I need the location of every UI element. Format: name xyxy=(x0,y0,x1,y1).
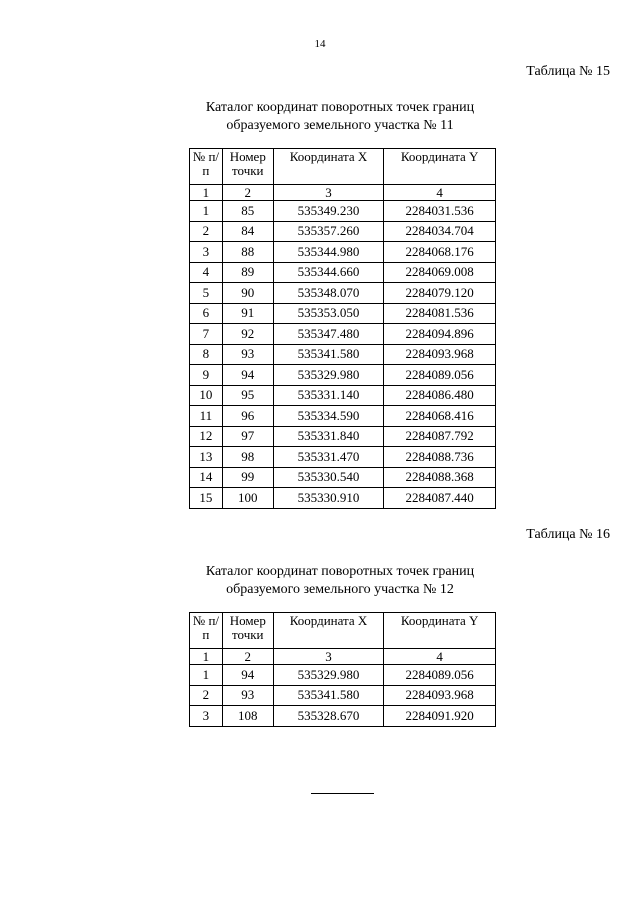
cell-coordinate-y: 2284087.440 xyxy=(384,488,496,509)
cell-coordinate-x: 535348.070 xyxy=(273,283,384,304)
header-point-number: Номер точки xyxy=(222,149,273,185)
table-row xyxy=(190,221,496,242)
table-row xyxy=(190,365,496,386)
cell-point-index: 8 xyxy=(190,344,223,365)
cell-point-number: 88 xyxy=(222,242,273,263)
cell-point-number: 95 xyxy=(222,385,273,406)
table-row xyxy=(190,201,496,222)
page-number: 14 xyxy=(314,38,326,50)
catalog-title-line2: образуемого земельного участка № 12 xyxy=(226,582,454,597)
cell-coordinate-y: 2284093.968 xyxy=(384,344,496,365)
table-row xyxy=(190,385,496,406)
cell-coordinate-y: 2284089.056 xyxy=(384,665,496,686)
cell-coordinate-x: 535357.260 xyxy=(273,221,384,242)
cell-point-index: 3 xyxy=(190,706,223,727)
header-coordinate-y: Координата Y xyxy=(384,149,496,185)
cell-coordinate-y: 2284088.368 xyxy=(384,467,496,488)
catalog-title-line1: Каталог координат поворотных точек границ xyxy=(205,564,475,579)
table-row xyxy=(190,488,496,509)
column-index: 2 xyxy=(222,185,273,201)
table-row xyxy=(190,665,496,686)
coordinates-table-15 xyxy=(189,148,496,509)
cell-coordinate-x: 535328.670 xyxy=(273,706,384,727)
table-row xyxy=(190,344,496,365)
column-index-row xyxy=(190,649,496,665)
cell-coordinate-x: 535331.470 xyxy=(273,447,384,468)
table-row xyxy=(190,467,496,488)
cell-point-number: 93 xyxy=(222,344,273,365)
cell-point-index: 9 xyxy=(190,365,223,386)
cell-coordinate-x: 535331.840 xyxy=(273,426,384,447)
table-body xyxy=(190,665,496,727)
cell-coordinate-x: 535331.140 xyxy=(273,385,384,406)
column-index-row xyxy=(190,185,496,201)
cell-point-number: 96 xyxy=(222,406,273,427)
cell-coordinate-x: 535353.050 xyxy=(273,303,384,324)
column-index: 2 xyxy=(222,649,273,665)
cell-point-number: 84 xyxy=(222,221,273,242)
column-index: 1 xyxy=(190,185,223,201)
cell-point-number: 108 xyxy=(222,706,273,727)
cell-coordinate-y: 2284093.968 xyxy=(384,685,496,706)
table-body xyxy=(190,201,496,509)
cell-coordinate-y: 2284089.056 xyxy=(384,365,496,386)
table-row xyxy=(190,242,496,263)
cell-coordinate-x: 535330.910 xyxy=(273,488,384,509)
table-row xyxy=(190,262,496,283)
cell-point-index: 5 xyxy=(190,283,223,304)
table-row xyxy=(190,447,496,468)
table-row xyxy=(190,426,496,447)
column-index: 1 xyxy=(190,649,223,665)
table-row xyxy=(190,283,496,304)
cell-coordinate-x: 535334.590 xyxy=(273,406,384,427)
cell-point-number: 94 xyxy=(222,665,273,686)
catalog-title-line1: Каталог координат поворотных точек границ xyxy=(205,100,475,115)
cell-point-number: 92 xyxy=(222,324,273,345)
cell-coordinate-x: 535344.980 xyxy=(273,242,384,263)
cell-point-number: 90 xyxy=(222,283,273,304)
cell-point-index: 7 xyxy=(190,324,223,345)
cell-coordinate-y: 2284031.536 xyxy=(384,201,496,222)
header-coordinate-x: Координата X xyxy=(273,149,384,185)
column-index: 4 xyxy=(384,649,496,665)
cell-point-number: 100 xyxy=(222,488,273,509)
cell-coordinate-y: 2284091.920 xyxy=(384,706,496,727)
cell-point-number: 85 xyxy=(222,201,273,222)
cell-coordinate-y: 2284068.416 xyxy=(384,406,496,427)
cell-coordinate-x: 535341.580 xyxy=(273,344,384,365)
catalog-title-line2: образуемого земельного участка № 11 xyxy=(226,118,454,133)
cell-coordinate-y: 2284034.704 xyxy=(384,221,496,242)
cell-point-index: 2 xyxy=(190,685,223,706)
cell-coordinate-x: 535344.660 xyxy=(273,262,384,283)
cell-point-number: 99 xyxy=(222,467,273,488)
cell-coordinate-y: 2284081.536 xyxy=(384,303,496,324)
cell-coordinate-y: 2284094.896 xyxy=(384,324,496,345)
cell-point-number: 91 xyxy=(222,303,273,324)
cell-point-number: 89 xyxy=(222,262,273,283)
cell-point-index: 13 xyxy=(190,447,223,468)
cell-point-index: 3 xyxy=(190,242,223,263)
end-of-document-line xyxy=(311,793,374,794)
table-row xyxy=(190,706,496,727)
cell-point-index: 1 xyxy=(190,201,223,222)
cell-coordinate-y: 2284087.792 xyxy=(384,426,496,447)
table-caption-16: Таблица № 16 xyxy=(526,527,610,542)
cell-coordinate-x: 535329.980 xyxy=(273,665,384,686)
cell-coordinate-y: 2284088.736 xyxy=(384,447,496,468)
header-point-index: № п/п xyxy=(190,613,223,649)
table-caption-15: Таблица № 15 xyxy=(526,64,610,79)
catalog-title-16 xyxy=(0,563,640,599)
table-row xyxy=(190,303,496,324)
header-point-number: Номер точки xyxy=(222,613,273,649)
column-index: 3 xyxy=(273,185,384,201)
column-index: 4 xyxy=(384,185,496,201)
cell-point-number: 97 xyxy=(222,426,273,447)
header-coordinate-x: Координата X xyxy=(273,613,384,649)
cell-point-number: 98 xyxy=(222,447,273,468)
cell-point-index: 4 xyxy=(190,262,223,283)
table-row xyxy=(190,685,496,706)
cell-point-index: 6 xyxy=(190,303,223,324)
cell-coordinate-x: 535330.540 xyxy=(273,467,384,488)
coordinates-table-16 xyxy=(189,612,496,727)
cell-coordinate-y: 2284069.008 xyxy=(384,262,496,283)
cell-coordinate-x: 535341.580 xyxy=(273,685,384,706)
catalog-title-15 xyxy=(0,99,640,135)
cell-coordinate-x: 535349.230 xyxy=(273,201,384,222)
cell-point-index: 15 xyxy=(190,488,223,509)
cell-coordinate-y: 2284079.120 xyxy=(384,283,496,304)
cell-point-index: 2 xyxy=(190,221,223,242)
cell-point-index: 11 xyxy=(190,406,223,427)
table-header-row xyxy=(190,613,496,649)
header-point-index: № п/п xyxy=(190,149,223,185)
table-row xyxy=(190,406,496,427)
cell-point-index: 10 xyxy=(190,385,223,406)
cell-point-index: 1 xyxy=(190,665,223,686)
cell-coordinate-x: 535329.980 xyxy=(273,365,384,386)
column-index: 3 xyxy=(273,649,384,665)
table-row xyxy=(190,324,496,345)
cell-coordinate-y: 2284086.480 xyxy=(384,385,496,406)
table-header-row xyxy=(190,149,496,185)
cell-coordinate-y: 2284068.176 xyxy=(384,242,496,263)
header-coordinate-y: Координата Y xyxy=(384,613,496,649)
cell-point-index: 12 xyxy=(190,426,223,447)
cell-point-number: 93 xyxy=(222,685,273,706)
cell-point-index: 14 xyxy=(190,467,223,488)
cell-point-number: 94 xyxy=(222,365,273,386)
cell-coordinate-x: 535347.480 xyxy=(273,324,384,345)
